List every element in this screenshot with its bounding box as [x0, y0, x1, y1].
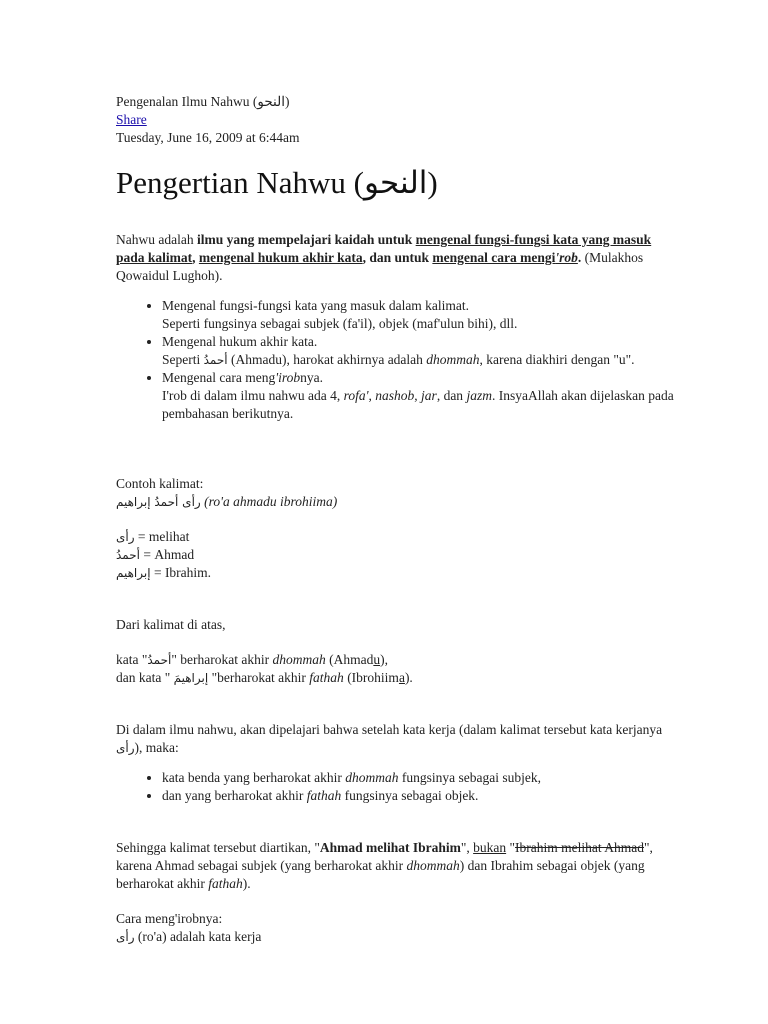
- rule-item-text: fungsinya sebagai objek.: [341, 788, 479, 803]
- rule-list: [116, 769, 676, 805]
- goal-2-italic: dhommah: [426, 352, 480, 367]
- conclusion-text: ": [506, 840, 516, 855]
- vocab-arabic: إبراهيم: [116, 566, 151, 580]
- intro-text: Nahwu adalah: [116, 232, 197, 247]
- post-date: Tuesday, June 16, 2009 at 6:44am: [116, 130, 300, 145]
- list-item: [162, 297, 676, 333]
- goal-2-text-c: , karena diakhiri dengan "u".: [479, 352, 635, 367]
- conclusion-underline: bukan: [473, 840, 507, 855]
- intro-paragraph: [116, 231, 676, 285]
- analysis-arabic: أحمدُ: [147, 653, 172, 667]
- vocab-arabic: أحمدُ: [116, 548, 140, 562]
- intro-underline-3-italic: 'rob: [555, 250, 578, 265]
- list-item: [162, 369, 676, 423]
- rule-text: Di dalam ilmu nahwu, akan dipelajari bahwa setelah kata kerja (dalam kalimat tersebut kata kerjanya: [116, 722, 663, 737]
- goal-1-detail: Seperti fungsinya sebagai subjek (fa'il), objek (maf'ulun bihi), dll.: [162, 316, 518, 331]
- vocab-row: [116, 546, 676, 564]
- intro-underline-1: mengenal fungsi-fungsi kata yang masuk pada kalimat: [116, 232, 652, 265]
- goal-3-title-c: nya.: [300, 370, 323, 385]
- vocab-row: [116, 528, 676, 546]
- analysis-text: ).: [404, 670, 413, 685]
- analysis-intro: Dari kalimat di atas,: [116, 617, 226, 632]
- comma: ,: [414, 388, 422, 403]
- rule-item-text: kata benda yang berharokat akhir: [162, 770, 346, 785]
- note-page: [116, 93, 676, 946]
- goal-3-text-a: I'rob di dalam ilmu nahwu ada 4,: [162, 388, 344, 403]
- irob-jar: jar: [421, 388, 437, 403]
- analysis-text: dan kata ": [116, 670, 174, 685]
- spacer: [116, 511, 676, 528]
- conclusion-text: ).: [242, 876, 251, 891]
- analysis-text: (Ibrohiim: [343, 670, 399, 685]
- spacer: [116, 423, 676, 475]
- intro-underline-3: mengenal cara mengi: [432, 250, 556, 265]
- conclusion-strikethrough: Ibrahim melihat Ahmad: [515, 840, 644, 855]
- analysis-text: " berharokat akhir: [171, 652, 273, 667]
- rule-paragraph: [116, 721, 676, 757]
- conclusion-bold: Ahmad melihat Ibrahim: [319, 840, 461, 855]
- spacer: [116, 634, 676, 651]
- rule-arabic: رأى: [116, 741, 135, 755]
- goal-3-title-italic: 'irob: [275, 370, 301, 385]
- analysis-italic: fathah: [309, 670, 344, 685]
- intro-bold-3: , dan untuk: [362, 250, 433, 265]
- spacer: [116, 687, 676, 721]
- conclusion-text: Sehingga kalimat tersebut diartikan, ": [116, 840, 320, 855]
- example-arabic: رأى أحمدُ إبراهيم: [116, 495, 201, 509]
- irob-nashob: nashob: [375, 388, 415, 403]
- analysis-text: "berharokat akhir: [208, 670, 310, 685]
- goals-list: [116, 297, 676, 423]
- conjunction: , dan: [436, 388, 467, 403]
- goal-2-arabic: أحمدُ: [203, 353, 228, 367]
- intro-underline-2: mengenal hukum akhir kata: [198, 250, 363, 265]
- vocab-meaning: = melihat: [134, 529, 190, 544]
- conclusion-text: ",: [460, 840, 474, 855]
- goal-3-title: [162, 370, 323, 385]
- conclusion-text: ", karena Ahmad sebagai subjek (yang berharokat akhir: [116, 840, 653, 873]
- irob-heading: Cara meng'irobnya:: [116, 911, 223, 926]
- analysis-line-1: [116, 651, 676, 669]
- rule-item-text: fungsinya sebagai subjek,: [398, 770, 542, 785]
- article-title: Pengertian Nahwu (النحو): [116, 165, 438, 200]
- spacer: [116, 805, 676, 839]
- rule-item-text: dan yang berharokat akhir: [162, 788, 307, 803]
- share-link[interactable]: Share: [116, 112, 147, 127]
- irob-jazm: jazm: [466, 388, 492, 403]
- comma: ,: [368, 388, 376, 403]
- goal-2-text-a: Seperti: [162, 352, 204, 367]
- intro-bold-4: .: [577, 250, 582, 265]
- list-item: [162, 769, 676, 787]
- vocab-row: [116, 564, 676, 582]
- goal-1-title: Mengenal fungsi-fungsi kata yang masuk dalam kalimat.: [162, 298, 470, 313]
- irob-arabic: رأى: [116, 930, 135, 944]
- irob-line: [116, 928, 676, 946]
- vocab-meaning: = Ibrahim.: [150, 565, 212, 580]
- rule-item-italic: dhommah: [345, 770, 399, 785]
- conclusion-italic: fathah: [208, 876, 243, 891]
- irob-text: (ro'a) adalah kata kerja: [134, 929, 262, 944]
- example-transliteration: (ro'a ahmadu ibrohiima): [204, 494, 338, 509]
- list-item: [162, 787, 676, 805]
- spacer: [116, 582, 676, 616]
- conclusion-paragraph: [116, 839, 676, 893]
- goal-3-text-b: . InsyaAllah akan dijelaskan pada pembahasan berikutnya.: [162, 388, 674, 421]
- analysis-arabic: إبراهيمَ: [173, 671, 209, 685]
- list-item: [162, 333, 676, 369]
- rule-text: ), maka:: [134, 740, 179, 755]
- conclusion-italic: dhommah: [406, 858, 460, 873]
- analysis-underlined-vowel: u: [373, 652, 381, 667]
- goal-2-title: Mengenal hukum akhir kata.: [162, 334, 318, 349]
- goal-2-detail: [162, 352, 635, 367]
- conclusion-text: ) dan Ibrahim sebagai objek (yang berharokat akhir: [116, 858, 645, 891]
- analysis-text: (Ahmad: [325, 652, 374, 667]
- goal-2-text-b: (Ahmadu), harokat akhirnya adalah: [227, 352, 427, 367]
- example-heading: Contoh kalimat:: [116, 476, 204, 491]
- irob-rofa: rofa': [343, 388, 369, 403]
- note-meta-title: Pengenalan Ilmu Nahwu (النحو): [116, 94, 290, 109]
- rule-item-italic: fathah: [306, 788, 342, 803]
- vocab-arabic: رأى: [116, 530, 135, 544]
- intro-bold-2: ,: [192, 250, 199, 265]
- analysis-italic: dhommah: [272, 652, 326, 667]
- goal-3-title-a: Mengenal cara meng: [162, 370, 276, 385]
- analysis-underlined-vowel: a: [398, 670, 405, 685]
- intro-source: (Mulakhos Qowaidul Lughoh).: [116, 250, 644, 283]
- intro-bold: ilmu yang mempelajari kaidah untuk: [196, 232, 416, 247]
- analysis-line-2: [116, 669, 676, 687]
- analysis-text: kata ": [116, 652, 148, 667]
- analysis-text: ),: [380, 652, 388, 667]
- vocab-meaning: = Ahmad: [140, 547, 195, 562]
- spacer: [116, 893, 676, 910]
- example-sentence: [116, 493, 676, 511]
- goal-3-detail: [162, 388, 674, 421]
